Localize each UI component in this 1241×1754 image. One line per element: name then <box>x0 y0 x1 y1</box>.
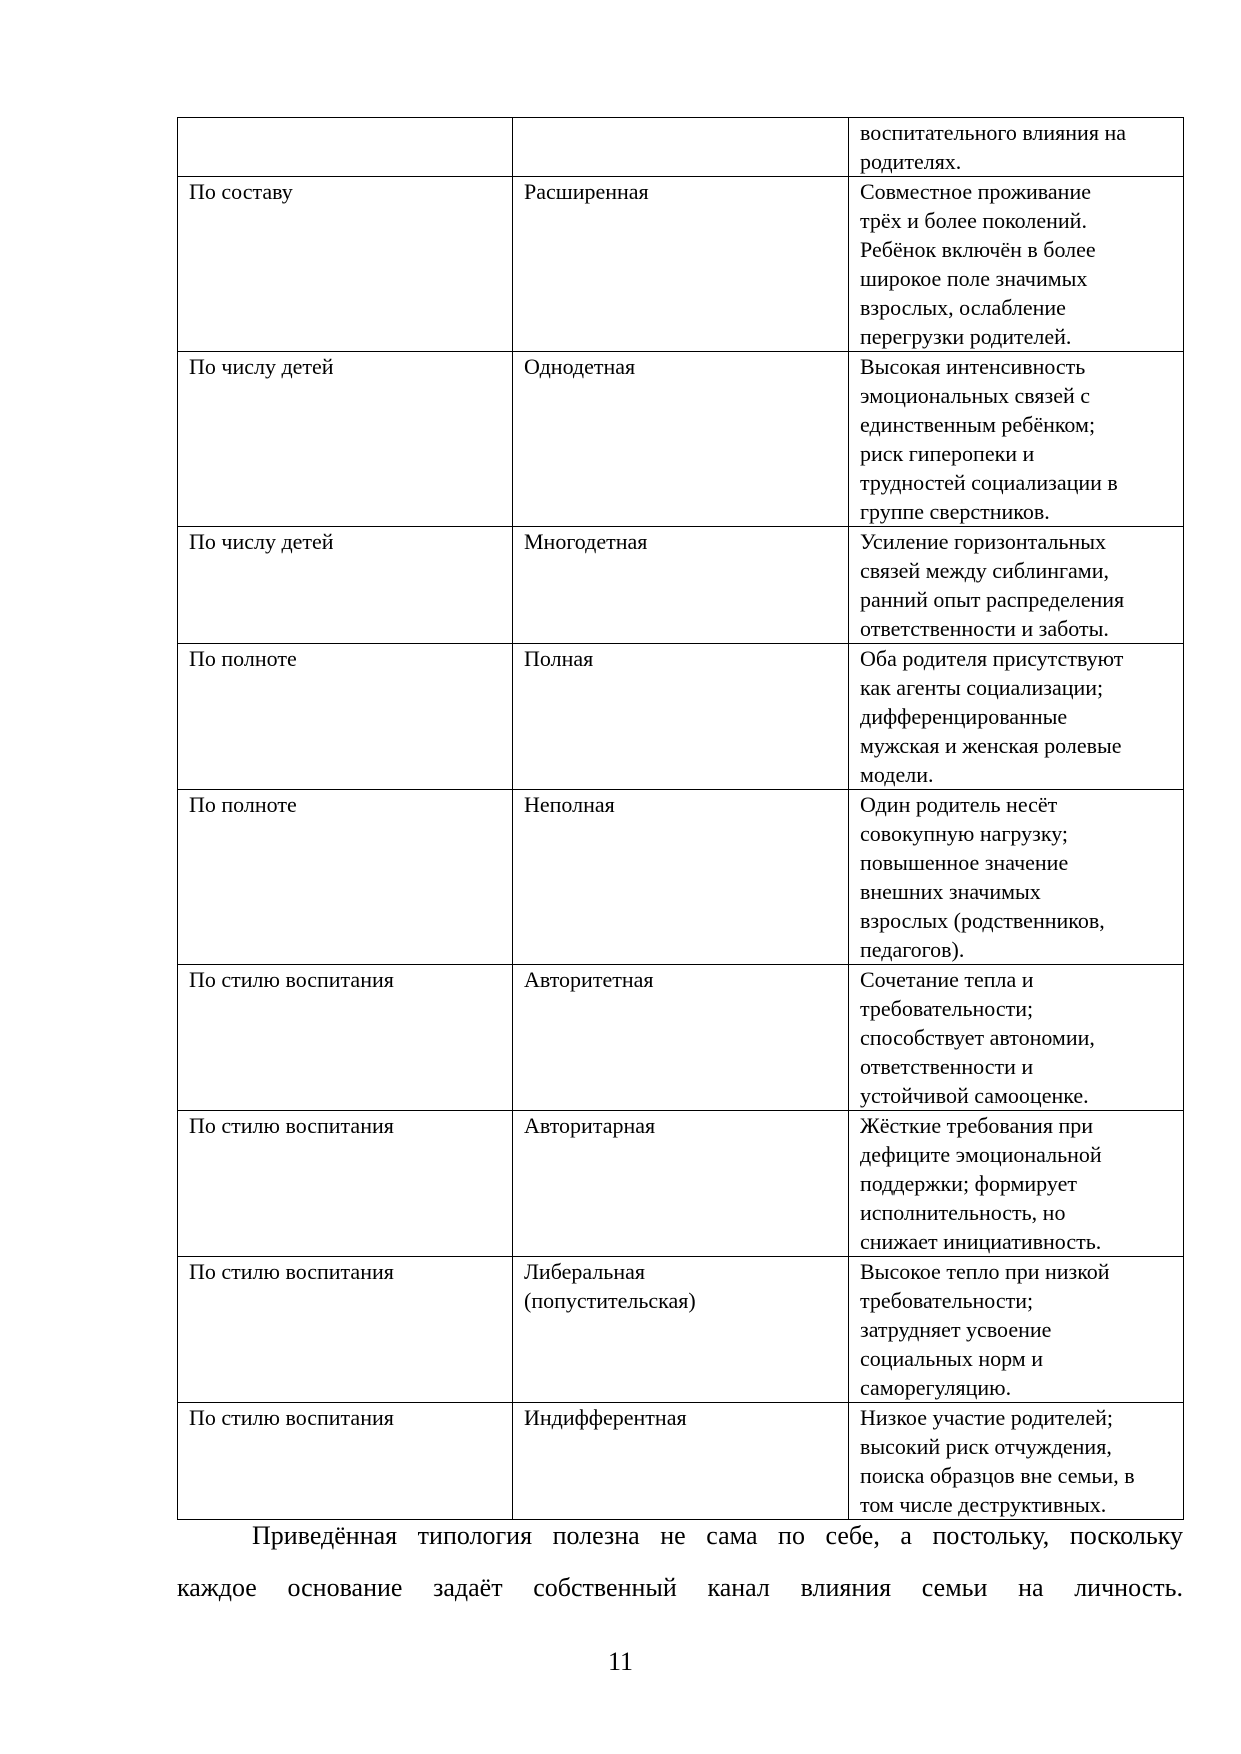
table-row <box>178 352 1184 527</box>
paragraph-line: каждое основание задаёт собственный канал влияния семьи на личность. <box>177 1573 1183 1602</box>
table-row <box>178 177 1184 352</box>
type-cell: Авторитарная <box>513 1111 849 1257</box>
description-cell: Совместное проживание трёх и более поколений. Ребёнок включён в более широкое поле значимых взрослых, ослабление перегрузки родителей. <box>849 177 1184 352</box>
type-cell: Многодетная <box>513 527 849 644</box>
page-number: 11 <box>607 1647 634 1676</box>
table-row <box>178 644 1184 790</box>
table-row <box>178 1111 1184 1257</box>
description-cell: Усиление горизонтальных связей между сиблингами, ранний опыт распределения ответственности и заботы. <box>849 527 1184 644</box>
table-row <box>178 790 1184 965</box>
description-cell: воспитательного влияния на родителях. <box>849 118 1184 177</box>
table-row <box>178 1403 1184 1520</box>
basis-cell: По числу детей <box>178 352 513 527</box>
description-cell: Один родитель несёт совокупную нагрузку; повышенное значение внешних значимых взрослых (родственников, педагогов). <box>849 790 1184 965</box>
type-cell: Однодетная <box>513 352 849 527</box>
description-cell: Низкое участие родителей; высокий риск отчуждения, поиска образцов вне семьи, в том числе деструктивных. <box>849 1403 1184 1520</box>
basis-cell: По составу <box>178 177 513 352</box>
basis-cell: По стилю воспитания <box>178 1111 513 1257</box>
description-cell: Жёсткие требования при дефиците эмоциональной поддержки; формирует исполнительность, но снижает инициативность. <box>849 1111 1184 1257</box>
type-cell: Полная <box>513 644 849 790</box>
type-cell: Авторитетная <box>513 965 849 1111</box>
description-cell: Оба родителя присутствуют как агенты социализации; дифференцированные мужская и женская ролевые модели. <box>849 644 1184 790</box>
family-typology-table <box>177 117 1184 1520</box>
basis-cell: По числу детей <box>178 527 513 644</box>
basis-cell: По полноте <box>178 790 513 965</box>
basis-cell: По полноте <box>178 644 513 790</box>
table-row <box>178 965 1184 1111</box>
description-cell: Высокое тепло при низкой требовательности; затрудняет усвоение социальных норм и саморегуляцию. <box>849 1257 1184 1403</box>
type-cell: Неполная <box>513 790 849 965</box>
basis-cell <box>178 118 513 177</box>
description-cell: Высокая интенсивность эмоциональных связей с единственным ребёнком; риск гиперопеки и трудностей социализации в группе сверстников. <box>849 352 1184 527</box>
table-row <box>178 118 1184 177</box>
paragraph-line: Приведённая типология полезна не сама по себе, а постольку, поскольку <box>252 1521 1183 1550</box>
table-row <box>178 1257 1184 1403</box>
basis-cell: По стилю воспитания <box>178 1403 513 1520</box>
type-cell: Индифферентная <box>513 1403 849 1520</box>
description-cell: Сочетание тепла и требовательности; способствует автономии, ответственности и устойчивой самооценке. <box>849 965 1184 1111</box>
basis-cell: По стилю воспитания <box>178 965 513 1111</box>
type-cell: Либеральная (попустительская) <box>513 1257 849 1403</box>
table-row <box>178 527 1184 644</box>
type-cell: Расширенная <box>513 177 849 352</box>
type-cell <box>513 118 849 177</box>
basis-cell: По стилю воспитания <box>178 1257 513 1403</box>
body-paragraph <box>177 1510 1183 1614</box>
